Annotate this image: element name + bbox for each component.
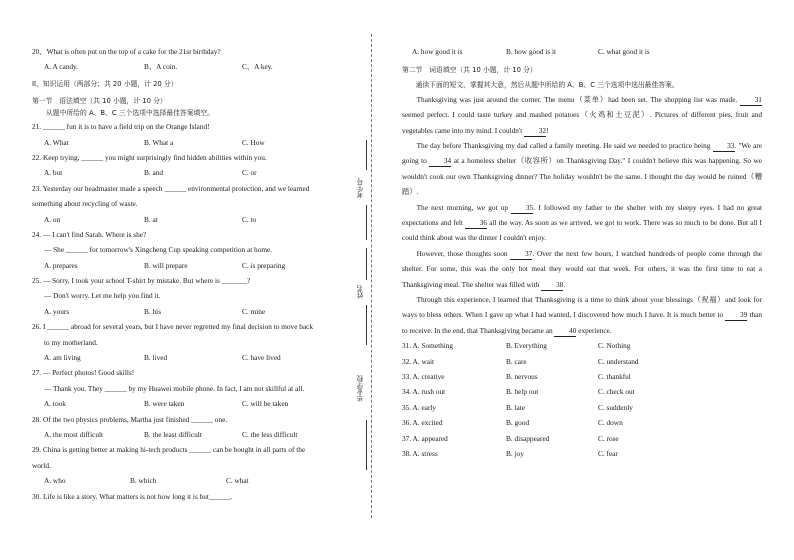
option-a: A. the most difficult (44, 429, 104, 439)
option-a: A. What (44, 137, 69, 147)
option-row (402, 400, 762, 415)
option-a: 36. A. excited (402, 418, 443, 428)
binding-divider (371, 34, 372, 518)
option-row (402, 354, 762, 369)
option-c: C. the less difficult (242, 429, 298, 439)
option-b: B. which (130, 476, 157, 486)
option-c: C. or (242, 168, 257, 178)
option-a: A. prepares (44, 260, 78, 270)
option-a: 37. A. appeared (402, 433, 448, 443)
blank-38[interactable]: 38 (541, 279, 563, 291)
blank-33[interactable]: 33 (713, 140, 735, 152)
option-c: C. what good it is (598, 47, 650, 56)
option-b: B. good (506, 418, 530, 428)
question-22-stem: 22. Keep trying, ______ you might surprisingly find hidden abilities within you. (32, 152, 267, 162)
option-b: B. joy (506, 449, 524, 459)
right-column (402, 44, 762, 461)
option-c: C. have lived (242, 353, 281, 363)
question-25-stem-cont: — Don't worry. Let me help you find it. (44, 291, 161, 301)
option-row (402, 446, 762, 461)
blank-31[interactable]: 31 (740, 94, 762, 106)
option-b: B. how good is it (506, 47, 557, 56)
exam-number-label: 考生号 (357, 178, 365, 198)
option-b: B. lived (144, 353, 168, 363)
option-c: C. will be taken (242, 399, 289, 409)
option-c: C. Nothing (598, 341, 631, 351)
option-row (402, 338, 762, 353)
option-b: B. his (144, 306, 162, 316)
option-c: C、A key. (242, 62, 273, 72)
question-29-stem-cont: world. (32, 460, 51, 470)
option-b: B. will prepare (144, 260, 188, 270)
question-25-options (32, 304, 350, 319)
option-c: C. understand (598, 356, 639, 366)
option-a: 33. A. creative (402, 372, 445, 382)
blank-35[interactable]: 35 (511, 202, 533, 214)
question-25-stem: 25. — Sorry, I took your school T-shirt by mistake. But where is _______? (32, 276, 251, 286)
exam-number-line-lower (366, 205, 367, 240)
option-a: 31. A. Something (402, 341, 454, 351)
option-b: B. the least difficult (144, 429, 202, 439)
option-a: 38. A. stress (402, 449, 438, 459)
name-line (366, 248, 367, 280)
option-c: C. thankful (598, 372, 631, 382)
question-24-options (32, 258, 350, 273)
question-29-options (32, 473, 350, 488)
option-a: A. yours (44, 306, 70, 316)
passage-paragraph-3: The next morning, we got up 35. I followed my father to the shelter with my sleepy eyes. I had no great expectations and felt 36 all the way. As soon as we arrived, we got to work. There was so much to be done. But all I could think about was the dinner I couldn't enjoy. (402, 202, 762, 243)
option-b: B. Everything (506, 341, 547, 351)
question-23-stem-cont: something about recycling of waste. (32, 199, 138, 209)
option-b: B. and (144, 168, 164, 178)
option-a: A. am living (44, 353, 81, 363)
question-21-stem: 21. ______ fun it is to have a field trip on the Orange Island! (32, 122, 210, 132)
school-label: 毕业学校 (357, 375, 365, 402)
option-row (402, 431, 762, 446)
word-options-list (402, 338, 762, 461)
option-row (402, 415, 762, 430)
question-30-stem: 30. Life is like a story. What matters is not how long it is but______. (32, 491, 233, 501)
question-26-options (32, 350, 350, 365)
question-27-options (32, 396, 350, 411)
section-2-instructions: 通读下面的短文，掌握其大意，然后从题中所给的 A、B、C 三个选项中选出最佳答案。 (415, 80, 679, 89)
option-c: C. suddenly (598, 402, 633, 412)
option-b: B. were taken (144, 399, 185, 409)
section-1-title: 第一节 语法填空（共 10 小题，计 10 分） (32, 97, 167, 106)
option-a: A. took (44, 399, 66, 409)
passage-paragraph-1: Thanksgiving was just around the corner. The menu（菜单）had been set. The shopping list was made. 31 seemed perfect. I could taste turkey and mashed potatoes（火鸡和土豆泥）. Pictures of different pies, fruit and vegetables came into my mind. I couldn't 32! (402, 94, 762, 135)
blank-37[interactable]: 37 (510, 248, 532, 260)
blank-34[interactable]: 34 (429, 155, 451, 167)
option-row (402, 369, 762, 384)
section-1-instructions: 从题中所给的 A、B、C 三个选项中选择最佳答案填空。 (46, 109, 214, 118)
question-24-stem: 24. — I can't find Sarah. Where is she? (32, 229, 147, 239)
option-a: A. how good it is (412, 47, 463, 56)
passage-paragraph-4: However, those thoughts soon 37. Over the next few hours, I watched hundreds of people come through the shelter. For some, this was the only hot meal they would eat that week. For others, it was the first time to eat a Thanksgiving meal. The shelter was filled with 38. (402, 248, 762, 289)
passage-paragraph-2: The day before Thanksgiving my dad called a family meeting. He said we needed to practice being 33. "We are going to 34 at a homeless shelter（收容所）on Thanksgiving Day." I couldn't believe this was happening. So we wouldn't cook our own Thanksgiving dinner? The holiday wouldn't be the same. I thought the day would be ruined（糟踏）. (402, 141, 762, 197)
option-b: B. disappeared (506, 433, 550, 443)
name-line-lower (366, 305, 367, 345)
question-20-options (32, 59, 350, 74)
question-22-options (32, 165, 350, 180)
question-30-options (402, 44, 762, 59)
option-c: C. check out (598, 387, 635, 397)
question-29-stem: 29. China is getting better at making hi-tech products ______ can be bought in all parts of the (32, 445, 306, 455)
option-c: C. to (242, 214, 257, 224)
option-c: C. How (242, 137, 265, 147)
question-26-stem: 26. I ______ abroad for several years, but I have never regretted my final decision to move back (32, 322, 314, 332)
option-a: 35. A. early (402, 402, 437, 412)
option-b: B. care (506, 356, 527, 366)
question-27-stem-cont: — Thank you. They ______ by my Huawei mobile phone. In fact, I am not skillful at all. (44, 383, 305, 393)
section-2-title: 第二节 词语填空（共 10 小题，计 10 分） (402, 66, 537, 75)
question-28-options (32, 427, 350, 442)
passage-paragraph-5: Through this experience, I learned that Thanksgiving is a time to think about your blessings（祝福）and look for ways to bless others. When I gave up what I had wanted, I discovered how much I have. It is much better to 39 than to receive. In the end, that Thanksgiving became an 40 experience. (402, 295, 763, 335)
blank-40[interactable]: 40 (554, 325, 576, 337)
option-c: C. mine (242, 306, 266, 316)
option-c: C. down (598, 418, 623, 428)
part-2-title: II、知识运用（两部分；共 20 小题，计 20 分） (32, 79, 178, 88)
option-a: A. on (44, 214, 61, 224)
option-b: B. late (506, 402, 526, 412)
question-27-stem: 27. — Perfect photos! Good skills! (32, 368, 135, 378)
blank-36[interactable]: 36 (465, 217, 487, 229)
question-26-stem-cont: to my motherland. (44, 337, 98, 347)
left-column (32, 44, 350, 504)
option-c: C. what (226, 476, 249, 486)
option-a: 32. A. wait (402, 356, 435, 366)
option-b: B. nervous (506, 372, 538, 382)
question-23-stem: 23. Yesterday our headmaster made a speech ______ environmental protection, and we learned (32, 183, 310, 193)
option-c: C. is preparing (242, 260, 286, 270)
option-b: B. at (144, 214, 158, 224)
option-b: B、A coin. (144, 62, 178, 72)
blank-32[interactable]: 32 (524, 125, 546, 137)
option-c: C. fear (598, 449, 618, 459)
question-28-stem: 28. Of the two physics problems, Martha just finished ______ one. (32, 414, 228, 424)
option-a: A. who (44, 476, 66, 486)
option-c: C. rose (598, 433, 619, 443)
blank-39[interactable]: 39 (725, 309, 747, 321)
option-a: A. A candy. (44, 62, 78, 72)
option-row (402, 384, 762, 399)
option-a: 34. A. rush out (402, 387, 446, 397)
option-a: A. but (44, 168, 63, 178)
option-b: B. What a (144, 137, 174, 147)
name-label: 姓名 (357, 285, 365, 299)
option-b: B. help out (506, 387, 539, 397)
question-23-options (32, 212, 350, 227)
exam-number-line (366, 140, 367, 170)
question-24-stem-cont: — She ______ for tomorrow's Xingcheng Cup speaking competition at home. (44, 245, 273, 255)
question-20-stem: 20、What is often put on the top of a cake for the 21st birthday? (32, 47, 221, 56)
school-line (366, 420, 367, 470)
question-21-options (32, 135, 350, 150)
